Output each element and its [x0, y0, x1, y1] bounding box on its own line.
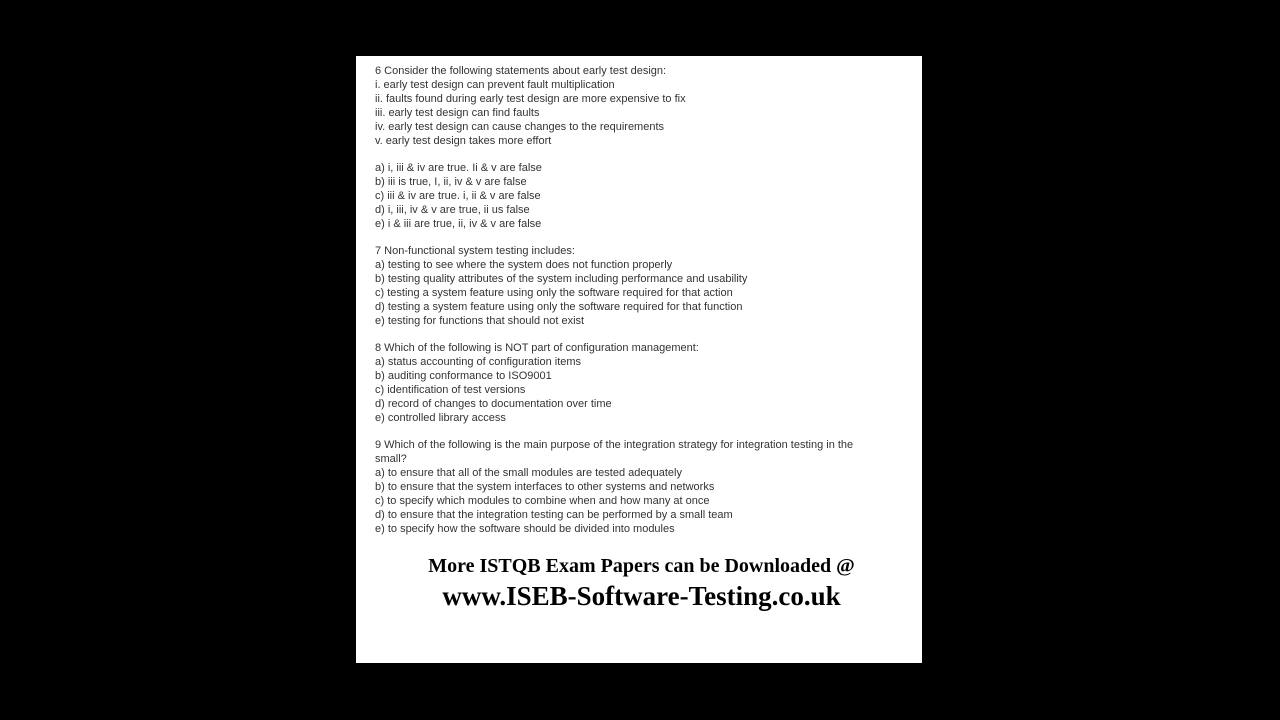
text-line: e) controlled library access [375, 412, 506, 424]
text-line: b) testing quality attributes of the system including performance and usability [375, 273, 748, 285]
text-line: 8 Which of the following is NOT part of configuration management: [375, 342, 699, 354]
text-line: e) to specify how the software should be divided into modules [375, 523, 675, 535]
text-line: c) identification of test versions [375, 384, 526, 396]
text-line: d) to ensure that the integration testing can be performed by a small team [375, 509, 733, 521]
text-line: iv. early test design can cause changes to the requirements [375, 121, 665, 133]
question-7 [375, 244, 908, 328]
question-9 [375, 438, 908, 536]
footer-promo [375, 553, 908, 613]
text-line: v. early test design takes more effort [375, 135, 552, 147]
text-line: iii. early test design can find faults [375, 107, 540, 119]
text-line: a) i, iii & iv are true. Ii & v are false [375, 162, 542, 174]
text-line: b) auditing conformance to ISO9001 [375, 370, 552, 382]
question-6-statements [375, 64, 908, 148]
text-line: e) testing for functions that should not exist [375, 315, 585, 327]
text-line: i. early test design can prevent fault multiplication [375, 79, 615, 91]
text-line: a) status accounting of configuration items [375, 356, 582, 368]
text-line: d) i, iii, iv & v are true, ii us false [375, 204, 530, 216]
text-line: c) testing a system feature using only the software required for that action [375, 287, 733, 299]
text-line: d) testing a system feature using only the software required for that function [375, 301, 743, 313]
text-line: a) to ensure that all of the small modules are tested adequately [375, 467, 682, 479]
footer-site-url: www.ISEB-Software-Testing.co.uk [442, 581, 841, 611]
text-line: 7 Non-functional system testing includes: [375, 245, 575, 257]
footer-promo-text: More ISTQB Exam Papers can be Downloaded @ [428, 555, 855, 577]
text-line: 6 Consider the following statements about early test design: [375, 65, 667, 77]
text-line: 9 Which of the following is the main purpose of the integration strategy for integration testing in the [375, 439, 854, 451]
document-page [356, 56, 922, 663]
question-6-options [375, 161, 908, 231]
text-line: b) to ensure that the system interfaces to other systems and networks [375, 481, 715, 493]
question-8 [375, 341, 908, 425]
text-line: ii. faults found during early test design are more expensive to fix [375, 93, 686, 105]
text-line: a) testing to see where the system does not function properly [375, 259, 673, 271]
text-line: e) i & iii are true, ii, iv & v are false [375, 218, 542, 230]
text-line: small? [375, 453, 407, 465]
text-line: c) to specify which modules to combine when and how many at once [375, 495, 710, 507]
text-line: d) record of changes to documentation over time [375, 398, 612, 410]
text-line: b) iii is true, I, ii, iv & v are false [375, 176, 527, 188]
text-line: c) iii & iv are true. i, ii & v are false [375, 190, 541, 202]
